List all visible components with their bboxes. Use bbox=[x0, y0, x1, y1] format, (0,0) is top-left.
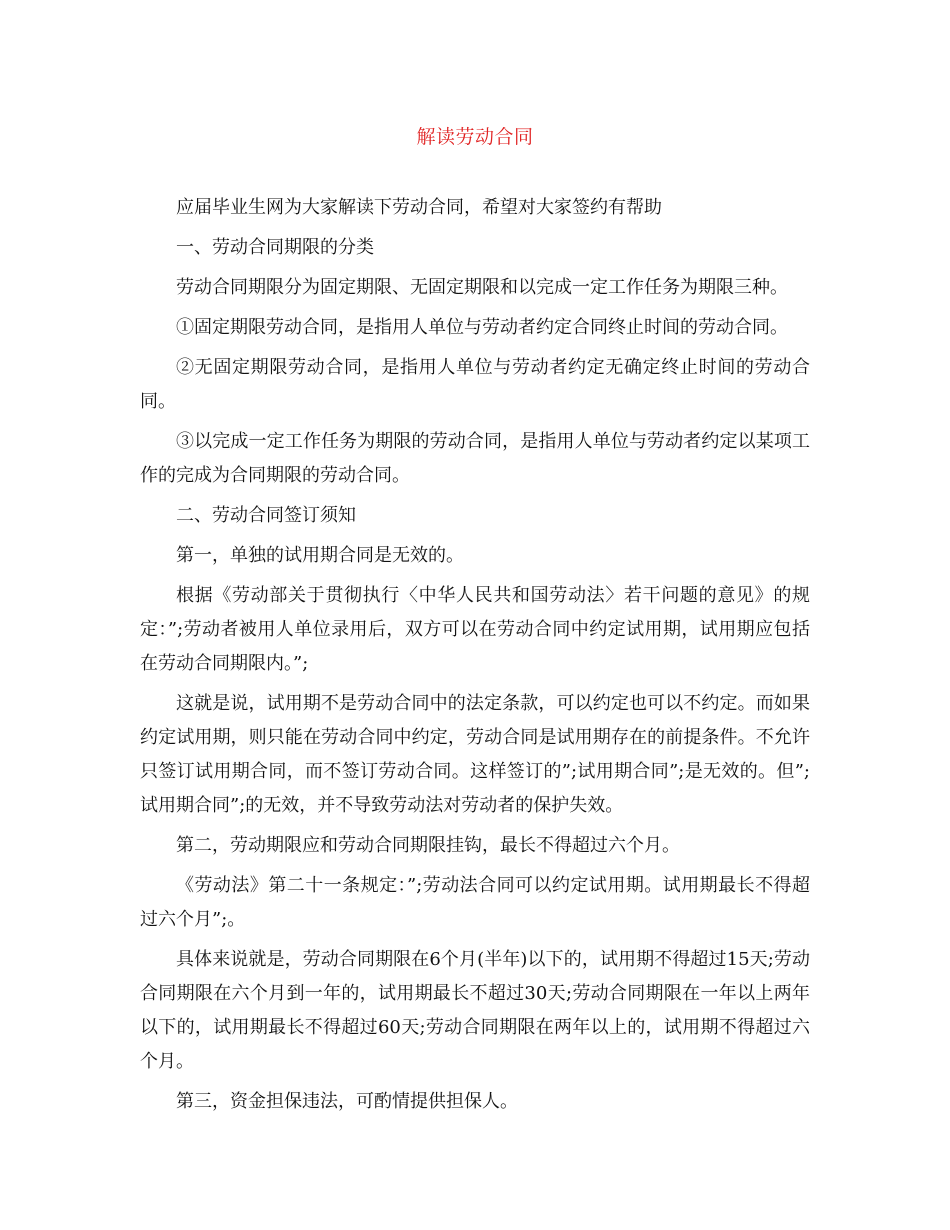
document-title: 解读劳动合同 bbox=[416, 126, 534, 148]
paragraph: 劳动合同期限分为固定期限、无固定期限和以完成一定工作任务为期限三种。 bbox=[176, 277, 788, 298]
list-item-task-based: ③以完成一定工作任务为期限的劳动合同，是指用人单位与劳动者约定以某项工作的完成为合同期限的劳动合同。 bbox=[140, 431, 810, 486]
paragraph-intro: 应届毕业生网为大家解读下劳动合同，希望对大家签约有帮助 bbox=[176, 197, 662, 218]
point-heading-third: 第三，资金担保违法，可酌情提供担保人。 bbox=[176, 1091, 518, 1112]
section-heading-signing-notes: 二、劳动合同签订须知 bbox=[176, 505, 356, 526]
paragraph: 具体来说就是，劳动合同期限在6个月(半年)以下的，试用期不得超过15天;劳动合同期限在六个月到一年的，试用期最长不超过30天;劳动合同期限在一年以上两年以下的，试用期最长不得超过60天;劳动合同期限在两年以上的，试用期不得超过六个月。 bbox=[140, 949, 810, 1072]
list-item-fixed-term: ①固定期限劳动合同，是指用人单位与劳动者约定合同终止时间的劳动合同。 bbox=[176, 317, 788, 338]
paragraph: 这就是说，试用期不是劳动合同中的法定条款，可以约定也可以不约定。而如果约定试用期，则只能在劳动合同中约定，劳动合同是试用期存在的前提条件。不允许只签订试用期合同，而不签订劳动合同。这样签订的”;试用期合同”;是无效的。但”;试用期合同”;的无效，并不导致劳动法对劳动者的保护失效。 bbox=[140, 693, 810, 816]
paragraph: 根据《劳动部关于贯彻执行〈中华人民共和国劳动法〉若干问题的意见》的规定：”;劳动者被用人单位录用后，双方可以在劳动合同中约定试用期，试用期应包括在劳动合同期限内。”; bbox=[140, 585, 810, 674]
point-heading-first: 第一，单独的试用期合同是无效的。 bbox=[176, 545, 464, 566]
section-heading-contract-term-types: 一、劳动合同期限的分类 bbox=[176, 237, 374, 258]
point-heading-second: 第二，劳动期限应和劳动合同期限挂钩，最长不得超过六个月。 bbox=[176, 835, 680, 856]
list-item-open-ended: ②无固定期限劳动合同，是指用人单位与劳动者约定无确定终止时间的劳动合同。 bbox=[140, 357, 810, 412]
document-body bbox=[140, 191, 810, 1119]
paragraph: 《劳动法》第二十一条规定：”;劳动法合同可以约定试用期。试用期最长不得超过六个月”;。 bbox=[140, 875, 810, 930]
